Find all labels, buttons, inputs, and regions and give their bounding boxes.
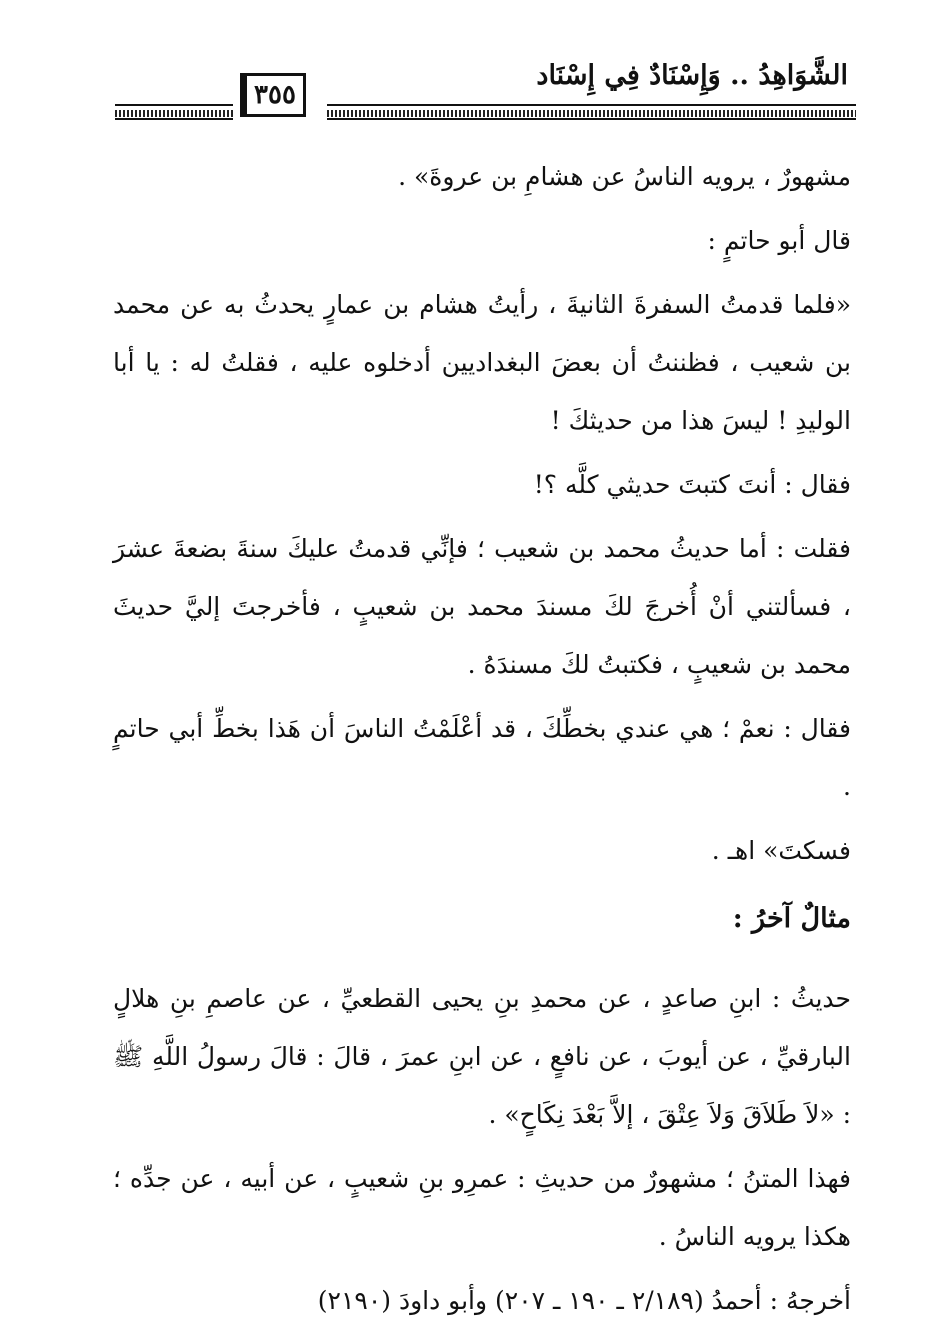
running-header-title: الشَّوَاهِدُ .. وَإِسْنَادٌ فِي إِسْنَاد [536, 60, 848, 91]
page-number: ٣٥٥ [240, 73, 306, 117]
main-text [113, 148, 851, 1336]
header-rule-left [115, 104, 233, 120]
paragraph: فقلت : أما حديثُ محمد بن شعيب ؛ فإنِّي قدمتُ عليكَ سنةَ بضعةَ عشرَ ، فسألتني أنْ أُخرجَ لكَ مسندَ محمد بن شعيبٍ ، فأخرجتَ إليَّ حديثَ محمد بن شعيبٍ ، فكتبتُ لكَ مسندَهُ . [113, 534, 851, 679]
header-rule-right [327, 104, 856, 120]
paragraph: فقال : أنتَ كتبتَ حديثي كلَّه ؟! [533, 470, 851, 499]
paragraph: مشهورٌ ، يرويه الناسُ عن هشامِ بن عروةَ» . [398, 162, 851, 191]
citation-paragraph: أخرجهُ : أحمدُ (٢/١٨٩ ـ ١٩٠ ـ ٢٠٧) وأبو داودَ (٢١٩٠) [317, 1286, 851, 1315]
section-heading: مثالٌ آخرُ : [732, 903, 851, 934]
paragraph: فهذا المتنُ ؛ مشهورٌ من حديثِ : عمرِو بنِ شعيبٍ ، عن أبيه ، عن جدِّه ؛ هكذا يرويه الناسُ . [113, 1164, 851, 1251]
paragraph: فقال : نعمْ ؛ هي عندي بخطِّكَ ، قد أعْلَمْتُ الناسَ أن هَذا بخطِّ أبي حاتمٍ . [113, 714, 851, 801]
paragraph: «فلما قدمتُ السفرةَ الثانيةَ ، رأيتُ هشام بن عمارٍ يحدثُ به عن محمد بن شعيب ، فظننتُ أن بعضَ البغداديين أدخلوه عليه ، فقلتُ له : يا أبا الوليدِ ! ليسَ هذا من حديثكَ ! [113, 290, 851, 435]
paragraph: قال أبو حاتمٍ : [707, 226, 851, 255]
paragraph: فسكتَ» اهـ . [711, 836, 851, 865]
hadith-paragraph: حديثُ : ابنِ صاعدٍ ، عن محمدِ بنِ يحيى القطعيِّ ، عن عاصمِ بنِ هلالٍ البارقيِّ ، عن أيوبَ ، عن نافعٍ ، عن ابنِ عمرَ ، قالَ : قالَ رسولُ اللَّهِ ﷺ : «لاَ طَلاَقَ وَلاَ عِتْقَ ، إلاَّ بَعْدَ نِكَاحٍ» . [113, 984, 851, 1129]
